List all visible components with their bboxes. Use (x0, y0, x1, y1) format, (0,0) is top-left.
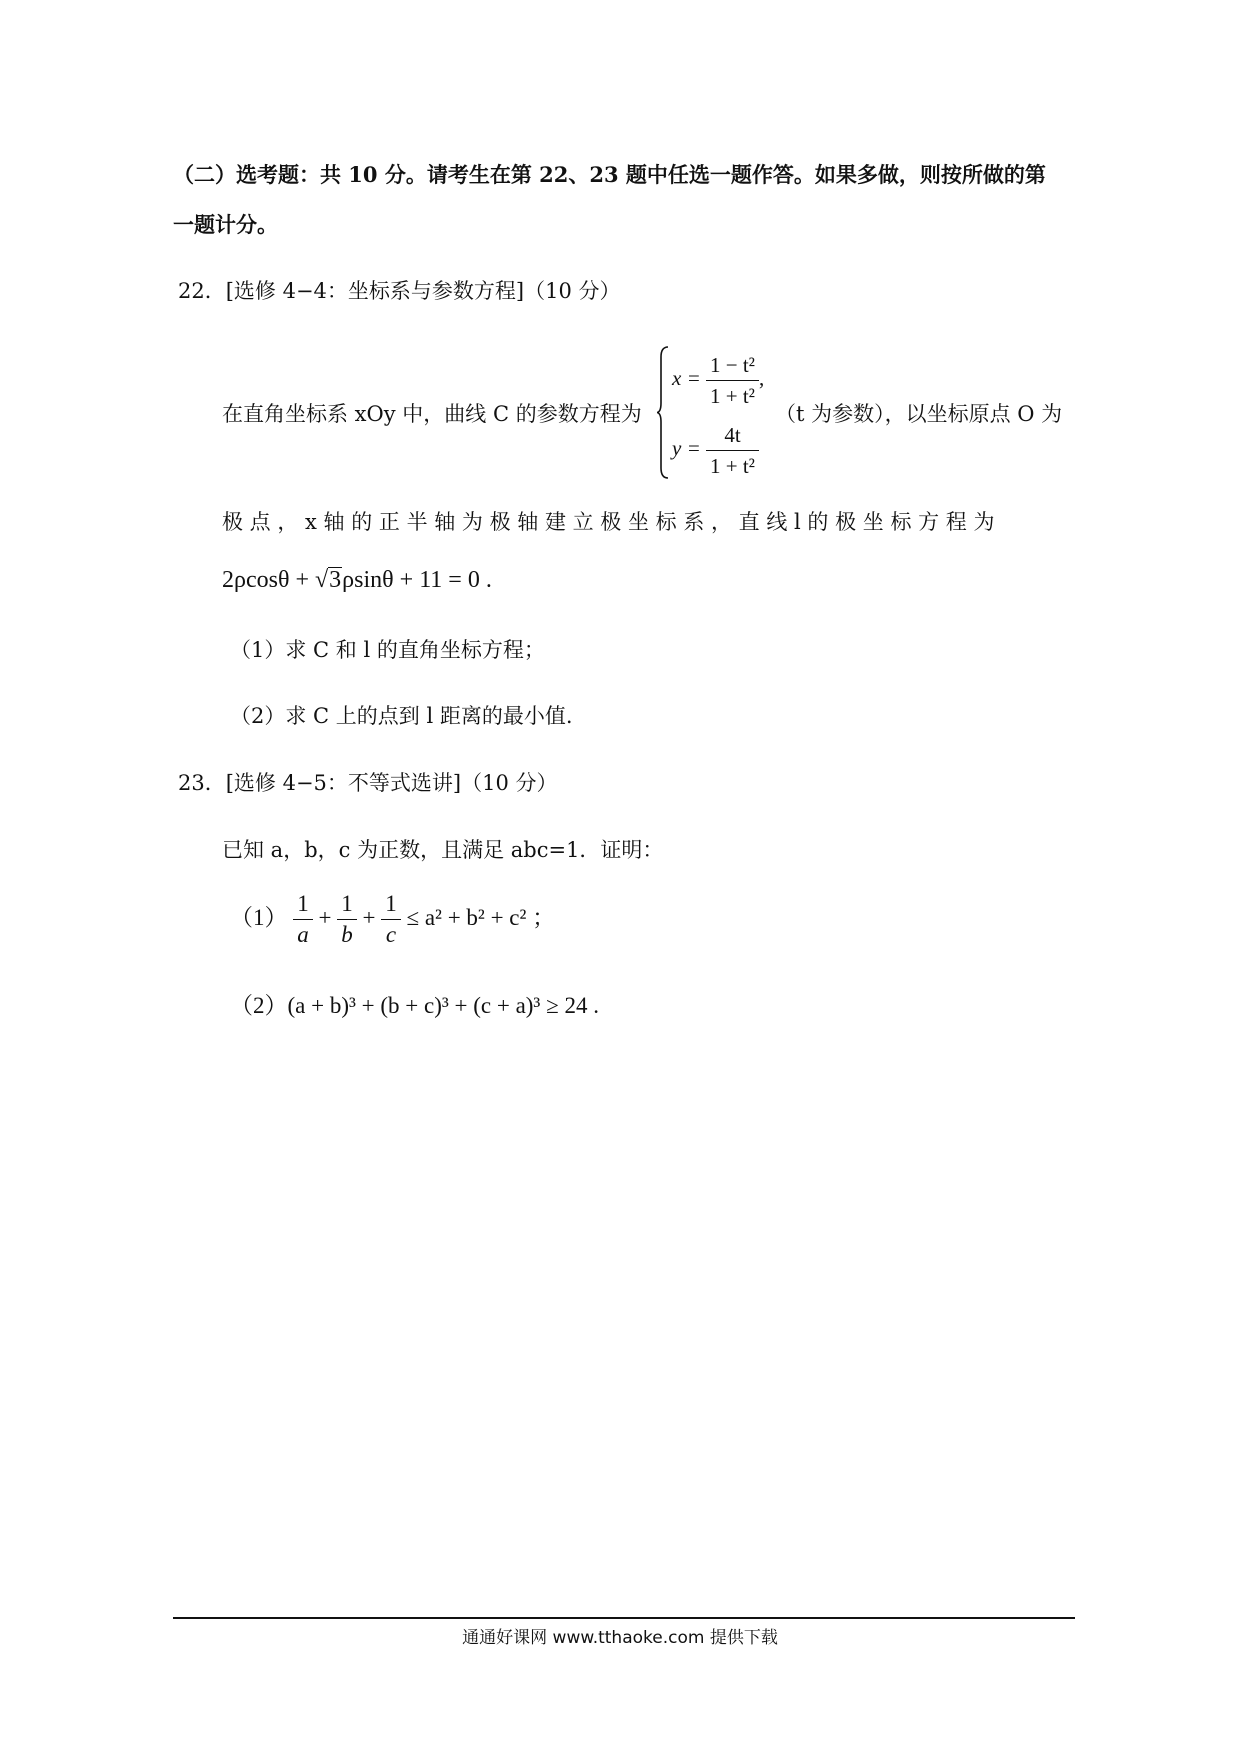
q22-intro: 在直角坐标系 xOy 中，曲线 C 的参数方程为 (222, 402, 642, 426)
polar-eq-part-c: ρsinθ + 11 = 0 . (342, 567, 492, 593)
eq-y-lhs: y = (672, 436, 701, 460)
q22-title: 22．[选修 4−4：坐标系与参数方程]（10 分） (178, 279, 621, 303)
section-heading-line2: 一题计分。 (173, 212, 278, 237)
footer-text: 通通好课网 www.tthaoke.com 提供下载 (462, 1628, 778, 1648)
section-heading-line1: （二）选考题：共 10 分。请考生在第 22、23 题中任选一题作答。如果多做，则按所做的第 (173, 162, 1046, 187)
q23-title: 23．[选修 4−5：不等式选讲]（10 分） (178, 771, 558, 795)
q23-part1: （1） $\frac{1}{a}$ + $\frac{1}{b}$ + $\frac{1}{c}$ ≤ a² + b² + c² ； (230, 888, 555, 950)
frac-1-b (337, 889, 357, 950)
polar-equation (222, 566, 492, 594)
eq-y-numerator: 4t (706, 420, 759, 451)
eq-x-tail: , (758, 366, 765, 390)
frac-1-a-denominator: a (297, 922, 309, 948)
eq-x-numerator: 1 − t² (706, 350, 759, 381)
eq-y-denominator: 1 + t² (710, 453, 755, 478)
eq-y-fraction (706, 420, 759, 481)
q23-part1-rhs: ≤ a² + b² + c² ； (406, 905, 556, 930)
q22-line2: 极 点 ， x 轴 的 正 半 轴 为 极 轴 建 立 极 坐 标 系 ， 直 线 l 的 极 坐 标 方 程 为 (222, 510, 995, 534)
left-brace-icon (657, 345, 669, 480)
frac-1-a-numerator: 1 (293, 889, 313, 920)
frac-1-b-denominator: b (341, 922, 353, 948)
polar-eq-part-a: 2ρcosθ + (222, 567, 309, 593)
q22-part2: （2）求 C 上的点到 l 距离的最小值. (230, 704, 573, 728)
frac-1-c-numerator: 1 (381, 889, 401, 920)
frac-1-c-denominator: c (385, 922, 397, 948)
eq-x-fraction (706, 350, 759, 411)
q23-part1-label: （1） (230, 905, 288, 930)
eq-x (672, 348, 764, 411)
q23-part2: （2）(a + b)³ + (b + c)³ + (c + a)³ ≥ 24 . (230, 993, 599, 1018)
q22-part1: （1）求 C 和 l 的直角坐标方程； (230, 638, 545, 662)
q23-intro: 已知 a，b，c 为正数，且满足 abc=1．证明： (222, 838, 664, 862)
polar-eq-radicand: 3 (329, 567, 342, 593)
frac-1-a (293, 889, 313, 950)
eq-x-denominator: 1 + t² (710, 383, 755, 408)
q22-param-note: （t 为参数），以坐标原点 O 为 (775, 402, 1063, 426)
frac-1-b-numerator: 1 (337, 889, 357, 920)
eq-x-lhs: x = (672, 366, 701, 390)
eq-y (672, 418, 759, 481)
sqrt-icon: √ (315, 567, 329, 593)
frac-1-c (381, 889, 401, 950)
footer-divider (173, 1617, 1075, 1619)
